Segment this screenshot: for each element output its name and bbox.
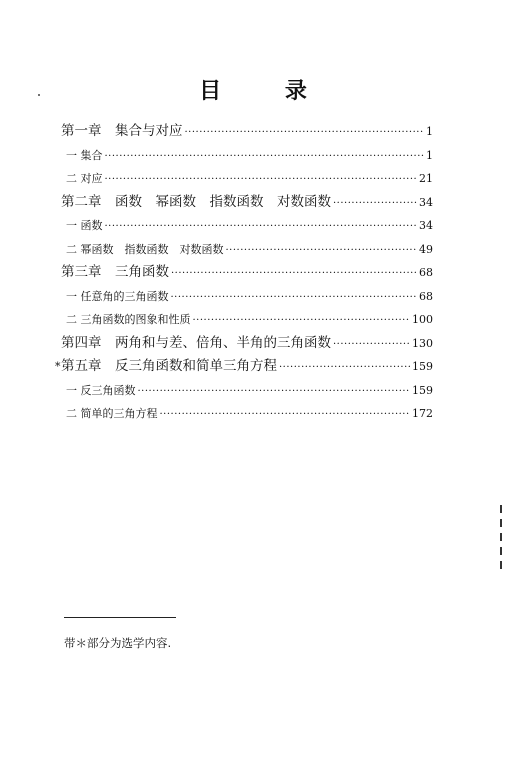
toc-page-number: 100 bbox=[412, 313, 433, 326]
scan-speck bbox=[38, 94, 40, 96]
dot-leader bbox=[333, 192, 417, 216]
toc-entry-text: 二 简单的三角方程 bbox=[66, 407, 158, 420]
toc-page-number: 21 bbox=[419, 172, 433, 185]
toc-entry-chapter-1[interactable] bbox=[61, 120, 433, 144]
dot-leader bbox=[160, 403, 411, 427]
toc-entry-text: 一 集合 bbox=[66, 148, 103, 162]
toc-entry-text: 二 对应 bbox=[66, 172, 103, 185]
toc-page-number: 172 bbox=[412, 407, 433, 420]
toc-entry-section[interactable] bbox=[61, 285, 433, 309]
toc-page-number: 1 bbox=[426, 125, 433, 138]
toc-entry-section[interactable] bbox=[61, 167, 433, 191]
toc-entry-section[interactable] bbox=[61, 214, 433, 238]
toc-entry-chapter-5[interactable] bbox=[55, 355, 433, 379]
toc-entry-text: 一 任意角的三角函数 bbox=[66, 289, 169, 303]
toc-entry-text: 第四章 两角和与差、倍角、半角的三角函数 bbox=[61, 334, 331, 351]
dot-leader bbox=[105, 168, 418, 192]
toc-entry-text: 二 幂函数 指数函数 对数函数 bbox=[66, 242, 224, 256]
dot-leader bbox=[105, 145, 425, 169]
toc-entry-text: 第五章 反三角函数和简单三角方程 bbox=[61, 358, 277, 374]
toc-entry-text: 二 三角函数的图象和性质 bbox=[66, 313, 191, 326]
toc-page-number: 68 bbox=[419, 266, 433, 279]
toc-entry-section[interactable] bbox=[61, 144, 433, 168]
toc-entry-chapter-4[interactable] bbox=[61, 332, 433, 356]
toc-page-number: 68 bbox=[419, 289, 433, 303]
toc-page-number: 1 bbox=[426, 148, 433, 162]
table-of-contents bbox=[55, 120, 433, 426]
toc-entry-text: 一 反三角函数 bbox=[66, 383, 136, 397]
toc-entry-section[interactable] bbox=[61, 379, 433, 403]
dot-leader bbox=[185, 121, 425, 145]
footnote-divider bbox=[64, 617, 176, 618]
toc-entry-text: 第三章 三角函数 bbox=[61, 264, 169, 280]
toc-entry-section[interactable] bbox=[61, 308, 433, 332]
toc-page-number: 159 bbox=[412, 383, 433, 397]
dot-leader bbox=[333, 333, 410, 357]
dot-leader bbox=[138, 380, 411, 404]
dot-leader bbox=[279, 356, 410, 380]
toc-entry-section[interactable] bbox=[61, 402, 433, 426]
toc-page-number: 34 bbox=[419, 195, 433, 209]
dot-leader bbox=[193, 309, 411, 333]
toc-page-number: 34 bbox=[419, 219, 433, 232]
toc-entry-text: 第二章 函数 幂函数 指数函数 对数函数 bbox=[61, 193, 331, 210]
toc-entry-chapter-3[interactable] bbox=[61, 261, 433, 285]
page-title: 目 录 bbox=[199, 78, 335, 104]
toc-entry-chapter-2[interactable] bbox=[61, 191, 433, 215]
toc-page-number: 159 bbox=[412, 360, 433, 373]
optional-star-marker: * bbox=[55, 360, 61, 373]
toc-entry-text: 一 函数 bbox=[66, 219, 103, 232]
toc-entry-text: 第一章 集合与对应 bbox=[61, 123, 183, 139]
toc-entry-section[interactable] bbox=[61, 238, 433, 262]
scan-edge-mark bbox=[500, 505, 502, 575]
dot-leader bbox=[171, 262, 417, 286]
toc-page-number: 130 bbox=[412, 336, 433, 350]
dot-leader bbox=[105, 215, 418, 239]
toc-page-number: 49 bbox=[419, 242, 433, 256]
dot-leader bbox=[226, 239, 418, 263]
dot-leader bbox=[171, 286, 418, 310]
footnote: 带＊部分为选学内容. bbox=[64, 636, 172, 650]
